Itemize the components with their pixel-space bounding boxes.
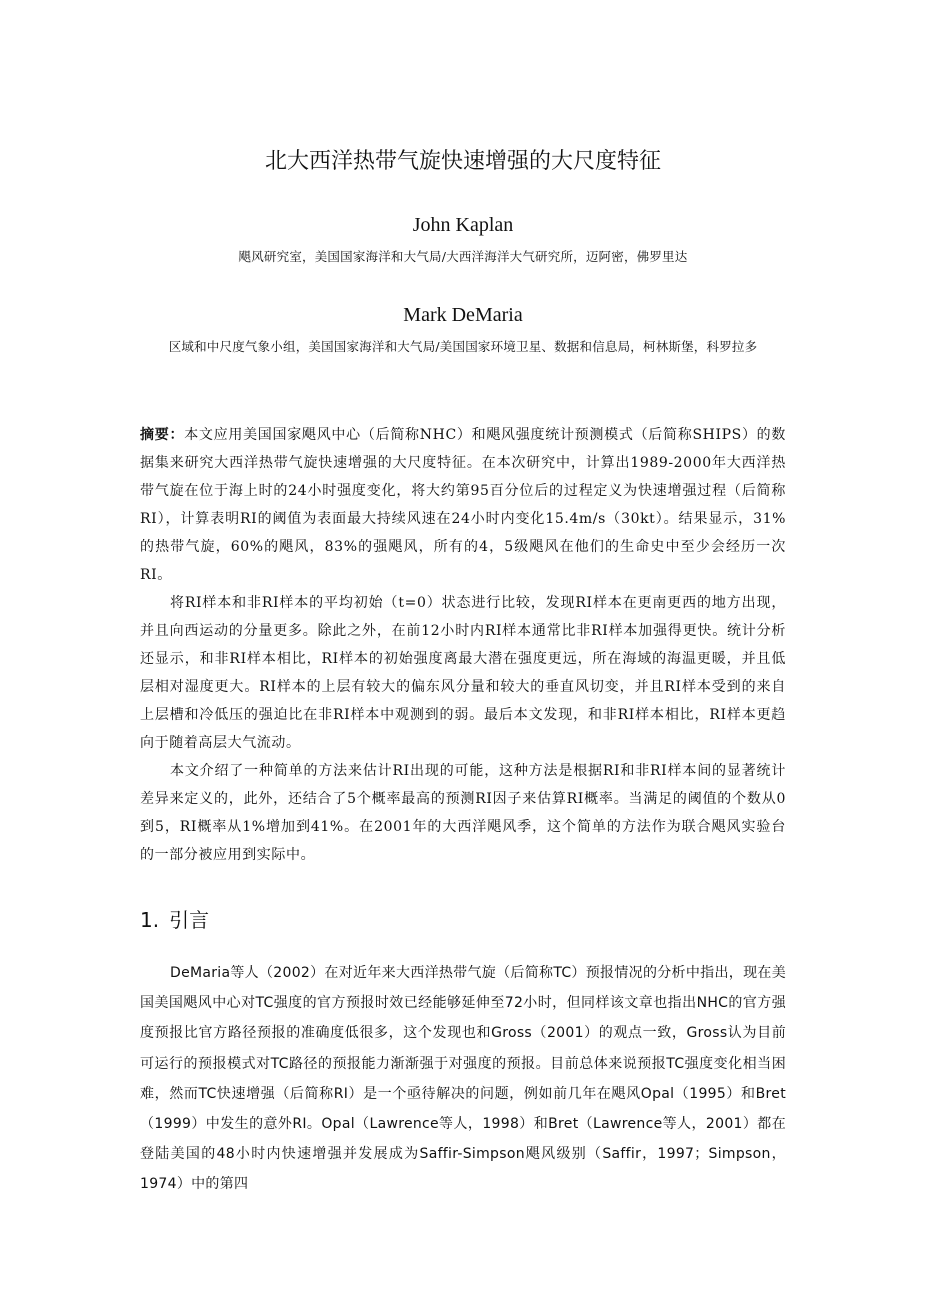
abstract-label: 摘要：: [140, 427, 185, 443]
section-title: 引言: [169, 908, 210, 932]
author-affiliation-2: 区域和中尺度气象小组，美国国家海洋和大气局/美国国家环境卫星、数据和信息局，柯林斯堡，科罗拉多: [168, 339, 758, 354]
author-affiliation-1: 飓风研究室，美国国家海洋和大气局/大西洋海洋大气研究所，迈阿密，佛罗里达: [238, 249, 688, 264]
introduction-body: [140, 958, 786, 1200]
paper-title: 北大西洋热带气旋快速增强的大尺度特征: [264, 149, 661, 174]
section-number: 1.: [140, 908, 160, 932]
abstract-paragraph-1: [140, 421, 786, 589]
abstract-paragraph-1-text: 本文应用美国国家飓风中心（后简称NHC）和飓风强度统计预测模式（后简称SHIPS）的数据集来研究大西洋热带气旋快速增强的大尺度特征。在本次研究中，计算出1989-2000年大西洋热带气旋在位于海上时的24小时强度变化，将大约第95百分位后的过程定义为快速增强过程（后简称RI），计算表明RI的阈值为表面最大持续风速在24小时内变化15.4m/s（30kt）。结果显示，31%的热带气旋，60%的飓风，83%的强飓风，所有的4，5级飓风在他们的生命史中至少会经历一次RI。: [140, 427, 786, 583]
abstract-paragraph-2: 将RI样本和非RI样本的平均初始（t=0）状态进行比较，发现RI样本在更南更西的地方出现，并且向西运动的分量更多。除此之外，在前12小时内RI样本通常比非RI样本加强得更快。统计分析还显示，和非RI样本相比，RI样本的初始强度离最大潜在强度更远，所在海域的海温更暖，并且低层相对湿度更大。RI样本的上层有较大的偏东风分量和较大的垂直风切变，并且RI样本受到的来自上层槽和冷低压的强迫比在非RI样本中观测到的弱。最后本文发现，和非RI样本相比，RI样本更趋向于随着高层大气流动。: [140, 595, 786, 751]
section-heading-introduction: [140, 905, 209, 935]
author-name-2: Mark DeMaria: [403, 304, 523, 326]
introduction-paragraph: DeMaria等人（2002）在对近年来大西洋热带气旋（后简称TC）预报情况的分析中指出，现在美国美国飓风中心对TC强度的官方预报时效已经能够延伸至72小时，但同样该文章也指出NHC的官方强度预报比官方路径预报的准确度低很多，这个发现也和Gross（2001）的观点一致，Gross认为目前可运行的预报模式对TC路径的预报能力渐渐强于对强度的预报。目前总体来说预报TC强度变化相当困难，然而TC快速增强（后简称RI）是一个亟待解决的问题，例如前几年在飓风Opal（1995）和Bret（1999）中发生的意外RI。Opal（Lawrence等人，1998）和Bret（Lawrence等人，2001）都在登陆美国的48小时内快速增强并发展成为Saffir-Simpson飓风级别（Saffir，1997；Simpson，1974）中的第四: [140, 965, 786, 1193]
author-name-1: John Kaplan: [412, 214, 514, 236]
abstract: [140, 421, 786, 869]
abstract-paragraph-3: 本文介绍了一种简单的方法来估计RI出现的可能，这种方法是根据RI和非RI样本间的显著统计差异来定义的，此外，还结合了5个概率最高的预测RI因子来估算RI概率。当满足的阈值的个数从0到5，RI概率从1%增加到41%。在2001年的大西洋飓风季，这个简单的方法作为联合飓风实验台的一部分被应用到实际中。: [140, 763, 786, 863]
